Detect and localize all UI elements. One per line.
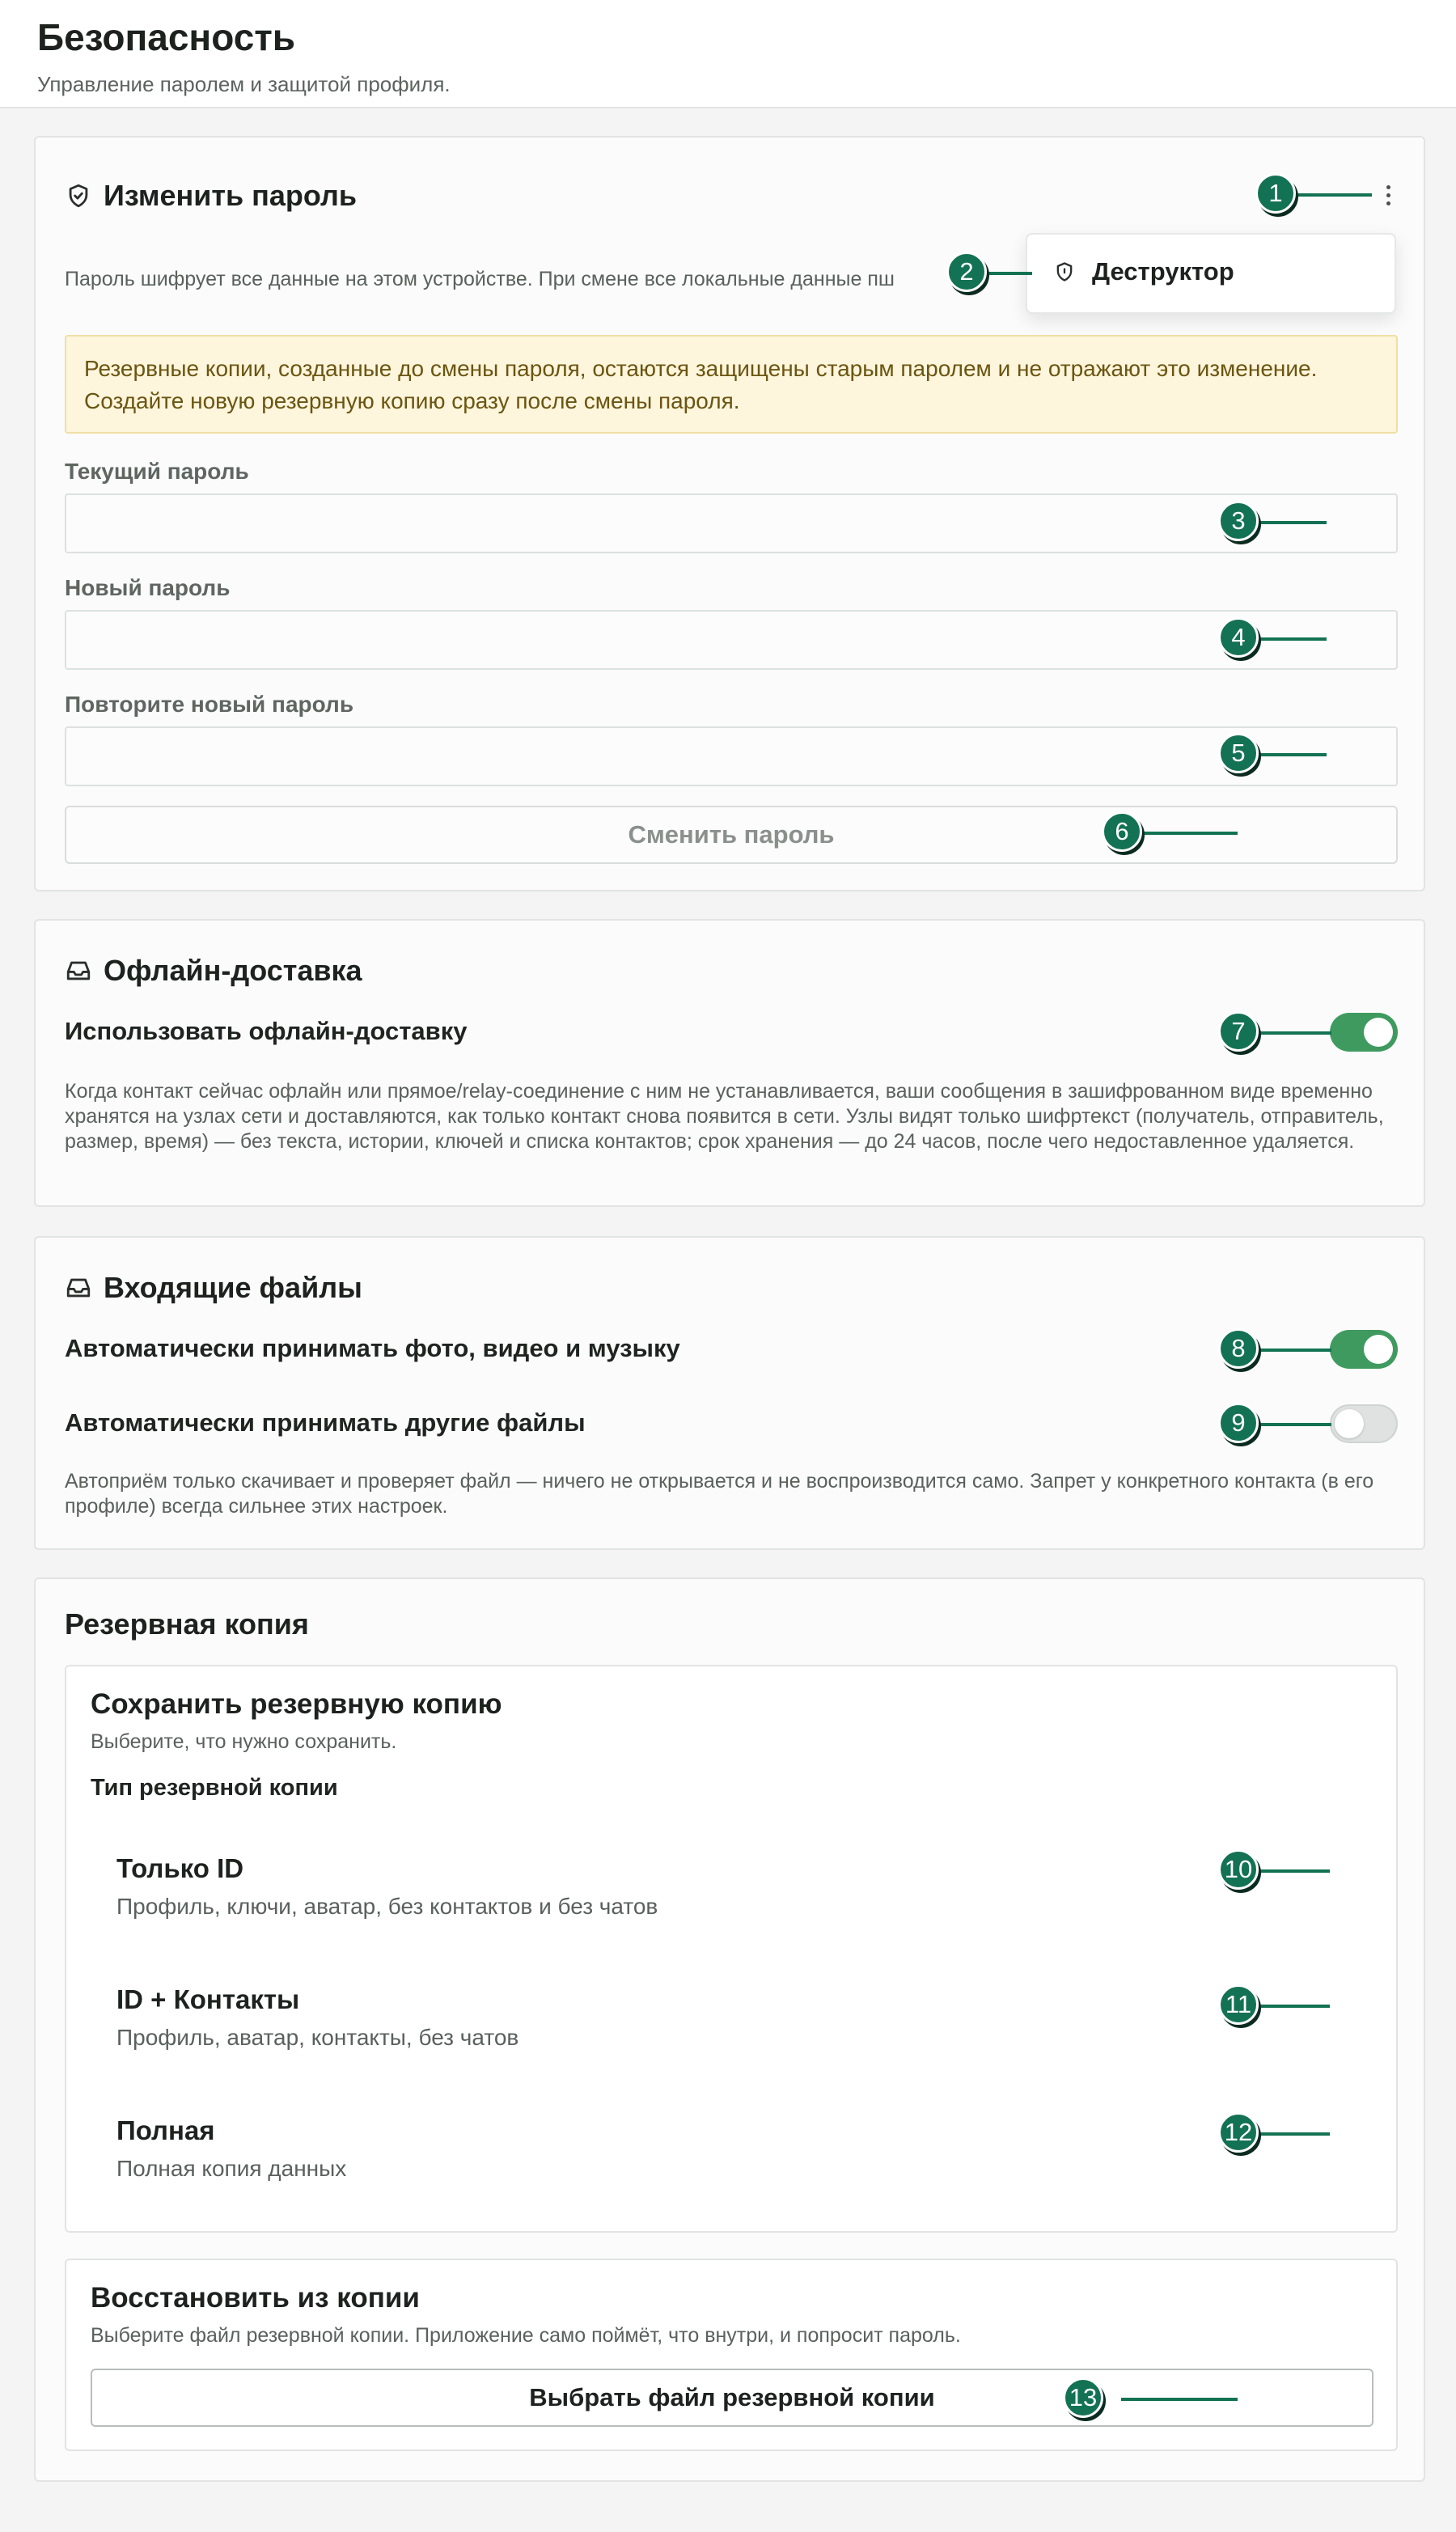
marker-line [1259,1869,1330,1873]
option-desc: Полная копия данных [116,2156,347,2181]
marker-line [1259,1349,1331,1352]
page-title: Безопасность [37,16,296,58]
save-backup-title: Сохранить резервную копию [91,1688,502,1720]
annotation-marker-13: 13 [1063,2377,1103,2418]
annotation-marker-11: 11 [1218,1984,1259,2025]
choose-backup-file-button[interactable]: Выбрать файл резервной копии [91,2369,1373,2427]
option-title: Только ID [116,1853,244,1883]
page-header [0,0,1456,108]
repeat-password-label: Повторите новый пароль [65,692,354,717]
annotation-marker-6: 6 [1102,811,1142,852]
annotation-marker-9: 9 [1218,1403,1259,1443]
toggle-knob [1335,1409,1364,1438]
description-text: Пароль шифрует все данные на этом устройстве. При смене все локальные данные п [65,268,878,290]
change-password-title-text: Изменить пароль [104,179,358,212]
current-password-input[interactable] [65,493,1398,553]
backup-type-label: Тип резервной копии [91,1775,338,1801]
auto-accept-media-toggle[interactable] [1330,1330,1398,1369]
offline-delivery-description: Когда контакт сейчас офлайн или прямое/relay-соединение с ним не устанавливается, ваши сообщения в зашифрованном виде временно хранятся на узлах сети и доставляются, как только контакт снова появится в сети. Узлы видят только шифртекст (получатель, отправитель, размер, время) — без текста, истории, ключей и списка контактов; срок хранения — до 24 часов, после чего недоставленное удаляется. [65,1080,1384,1153]
annotation-marker-2: 2 [946,252,987,292]
marker-line [1259,637,1327,641]
auto-accept-media-label: Автоматически принимать фото, видео и музыку [65,1334,680,1362]
restore-backup-panel [65,2259,1398,2451]
change-password-title [65,178,357,214]
more-options-button[interactable] [1372,175,1404,215]
marker-line [1141,832,1238,835]
destructor-label: Деструктор [1092,257,1234,286]
auto-accept-other-toggle[interactable] [1330,1404,1398,1443]
save-backup-panel [65,1665,1398,2233]
options-dropdown [1026,233,1396,314]
annotation-marker-10: 10 [1218,1849,1259,1890]
option-desc: Профиль, ключи, аватар, без контактов и без чатов [116,1894,658,1919]
option-desc: Профиль, аватар, контакты, без чатов [116,2025,519,2050]
backup-option-full[interactable] [116,2115,1362,2183]
marker-line [984,272,1032,275]
repeat-password-input[interactable] [65,726,1398,786]
incoming-files-title [65,1270,362,1306]
option-title: Полная [116,2115,215,2145]
current-password-label: Текущий пароль [65,459,249,484]
backup-card [34,1577,1425,2482]
marker-line [1294,193,1372,197]
toggle-knob [1364,1335,1393,1364]
shield-icon [1053,260,1076,283]
toggle-knob [1364,1018,1393,1047]
dot [1386,193,1390,197]
description-tail: ш [878,268,895,290]
offline-delivery-card [34,919,1425,1207]
page-subtitle: Управление паролем и защитой профиля. [37,72,451,96]
backup-option-id-contacts[interactable] [116,1984,1362,2051]
offline-delivery-title-text: Офлайн-доставка [104,954,362,987]
marker-line [1259,2132,1330,2136]
change-password-description [65,267,1019,292]
option-title: ID + Контакты [116,1984,300,2014]
incoming-files-title-text: Входящие файлы [104,1271,362,1304]
marker-line [1259,753,1327,756]
marker-line [1259,1423,1331,1426]
marker-line [1259,2005,1330,2008]
dot [1386,185,1390,189]
backup-warning: Резервные копии, созданные до смены пароля, остаются защищены старым паролем и не отражают это изменение. Создайте новую резервную копию сразу после смены пароля. [65,335,1398,434]
backup-title: Резервная копия [65,1607,309,1641]
annotation-marker-8: 8 [1218,1328,1259,1369]
annotation-marker-12: 12 [1218,2112,1259,2153]
shield-icon [65,182,92,210]
offline-delivery-title [65,953,362,989]
offline-delivery-label: Использовать офлайн-доставку [65,1017,468,1045]
change-password-button[interactable]: Сменить пароль [65,806,1398,864]
backup-option-id-only[interactable] [116,1852,1362,1920]
annotation-marker-4: 4 [1218,617,1259,658]
annotation-marker-5: 5 [1218,733,1259,773]
new-password-label: Новый пароль [65,575,231,600]
incoming-files-description: Автоприём только скачивает и проверяет файл — ничего не открывается и не воспроизводится само. Запрет у конкретного контакта (в его профиле) всегда сильнее этих настроек. [65,1470,1374,1518]
annotation-marker-3: 3 [1218,501,1259,541]
new-password-input[interactable] [65,610,1398,670]
offline-delivery-toggle[interactable] [1330,1013,1398,1052]
auto-accept-other-label: Автоматически принимать другие файлы [65,1408,586,1437]
incoming-files-card [34,1236,1425,1550]
marker-line [1121,2398,1238,2401]
inbox-icon [65,1274,92,1302]
inbox-icon [65,957,92,984]
restore-backup-title: Восстановить из копии [91,2282,420,2314]
restore-backup-subtitle: Выберите файл резервной копии. Приложение само поймёт, что внутри, и попросит пароль. [91,2324,961,2347]
dot [1386,201,1390,205]
save-backup-subtitle: Выберите, что нужно сохранить. [91,1730,397,1753]
destructor-menu-item[interactable] [1053,257,1234,286]
annotation-marker-7: 7 [1218,1011,1259,1052]
marker-line [1259,1031,1331,1035]
annotation-marker-1: 1 [1255,173,1296,214]
marker-line [1259,521,1327,524]
